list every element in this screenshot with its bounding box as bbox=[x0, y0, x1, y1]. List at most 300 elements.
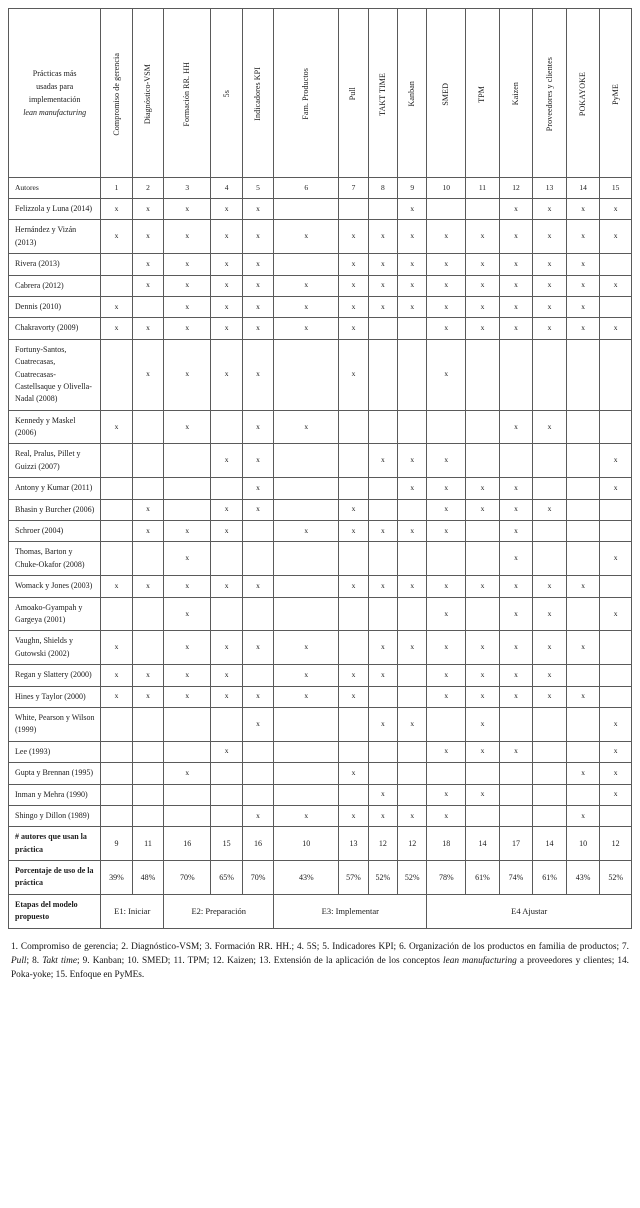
practice-empty-cell bbox=[132, 410, 163, 444]
practice-mark-cell: x bbox=[427, 444, 466, 478]
practice-mark-cell: x bbox=[274, 521, 339, 542]
practice-mark-cell: x bbox=[499, 199, 533, 220]
column-header-label: SMED bbox=[441, 82, 451, 106]
practice-mark-cell: x bbox=[164, 199, 211, 220]
practice-mark-cell: x bbox=[499, 542, 533, 576]
practice-mark-cell: x bbox=[339, 318, 368, 339]
author-count-label: # autores que usan la práctica bbox=[9, 827, 101, 861]
column-header-label: Formación RR. HH bbox=[182, 61, 192, 127]
practice-mark-cell: x bbox=[499, 686, 533, 707]
practice-empty-cell bbox=[368, 199, 397, 220]
usage-percent-value: 74% bbox=[499, 861, 533, 895]
footnote-italic-pull: Pull bbox=[11, 955, 27, 966]
author-cell: Inman y Mehra (1990) bbox=[9, 784, 101, 805]
practice-empty-cell bbox=[164, 499, 211, 520]
practice-empty-cell bbox=[132, 784, 163, 805]
column-header-6 bbox=[274, 9, 339, 178]
stage-cell: E1: Iniciar bbox=[101, 894, 164, 928]
column-header-11 bbox=[466, 9, 500, 178]
practice-empty-cell bbox=[211, 763, 242, 784]
corner-header-cell bbox=[9, 9, 101, 178]
practice-empty-cell bbox=[499, 339, 533, 410]
usage-percent-value: 57% bbox=[339, 861, 368, 895]
column-number-2: 2 bbox=[132, 178, 163, 199]
practice-mark-cell: x bbox=[242, 478, 273, 499]
practice-empty-cell bbox=[566, 339, 600, 410]
practice-mark-cell: x bbox=[533, 576, 567, 597]
practice-mark-cell: x bbox=[101, 318, 132, 339]
practice-empty-cell bbox=[398, 763, 427, 784]
practice-mark-cell: x bbox=[398, 444, 427, 478]
stages-label: Etapas del modelo propuesto bbox=[9, 894, 101, 928]
practice-empty-cell bbox=[398, 597, 427, 631]
practice-mark-cell: x bbox=[398, 254, 427, 275]
practice-empty-cell bbox=[427, 763, 466, 784]
practice-mark-cell: x bbox=[398, 275, 427, 296]
practice-empty-cell bbox=[368, 318, 397, 339]
practice-mark-cell: x bbox=[466, 254, 500, 275]
table-row bbox=[9, 339, 632, 410]
practice-mark-cell: x bbox=[242, 254, 273, 275]
practice-mark-cell: x bbox=[427, 499, 466, 520]
practice-mark-cell: x bbox=[466, 499, 500, 520]
practice-mark-cell: x bbox=[533, 275, 567, 296]
practice-empty-cell bbox=[368, 410, 397, 444]
column-header-7 bbox=[339, 9, 368, 178]
practice-mark-cell: x bbox=[533, 410, 567, 444]
authors-header-label: Autores bbox=[9, 178, 101, 199]
practice-mark-cell: x bbox=[533, 686, 567, 707]
lean-practices-matrix bbox=[8, 8, 632, 929]
footnote-italic-lean-manufacturing: lean manufacturing bbox=[442, 955, 517, 966]
practice-empty-cell bbox=[600, 521, 632, 542]
table-row bbox=[9, 296, 632, 317]
author-cell: Thomas, Barton y Chuke-Okafor (2008) bbox=[9, 542, 101, 576]
practice-empty-cell bbox=[211, 478, 242, 499]
author-cell: Bhasin y Burcher (2006) bbox=[9, 499, 101, 520]
column-header-13 bbox=[533, 9, 567, 178]
practice-mark-cell: x bbox=[368, 805, 397, 826]
practice-empty-cell bbox=[533, 805, 567, 826]
practice-empty-cell bbox=[132, 597, 163, 631]
practice-mark-cell: x bbox=[164, 542, 211, 576]
practice-empty-cell bbox=[600, 805, 632, 826]
practice-empty-cell bbox=[339, 478, 368, 499]
table-row bbox=[9, 410, 632, 444]
practice-empty-cell bbox=[398, 339, 427, 410]
table-row bbox=[9, 521, 632, 542]
practice-empty-cell bbox=[533, 542, 567, 576]
practice-mark-cell: x bbox=[101, 576, 132, 597]
usage-percent-label: Porcentaje de uso de la práctica bbox=[9, 861, 101, 895]
column-number-4: 4 bbox=[211, 178, 242, 199]
practice-mark-cell: x bbox=[566, 318, 600, 339]
practice-empty-cell bbox=[566, 741, 600, 762]
column-header-15 bbox=[600, 9, 632, 178]
practice-empty-cell bbox=[566, 665, 600, 686]
practice-mark-cell: x bbox=[211, 686, 242, 707]
practice-mark-cell: x bbox=[600, 220, 632, 254]
practice-mark-cell: x bbox=[499, 521, 533, 542]
practice-mark-cell: x bbox=[398, 521, 427, 542]
column-header-label: Compromiso de gerencia bbox=[111, 52, 121, 136]
practice-mark-cell: x bbox=[132, 686, 163, 707]
author-cell: Vaughn, Shields y Gutowski (2002) bbox=[9, 631, 101, 665]
practice-mark-cell: x bbox=[164, 763, 211, 784]
practice-empty-cell bbox=[368, 339, 397, 410]
practice-mark-cell: x bbox=[499, 597, 533, 631]
practice-mark-cell: x bbox=[499, 275, 533, 296]
practice-mark-cell: x bbox=[566, 199, 600, 220]
practice-mark-cell: x bbox=[368, 254, 397, 275]
practice-empty-cell bbox=[600, 686, 632, 707]
table-row bbox=[9, 805, 632, 826]
practice-mark-cell: x bbox=[274, 686, 339, 707]
author-count-value: 18 bbox=[427, 827, 466, 861]
practice-mark-cell: x bbox=[164, 665, 211, 686]
practice-empty-cell bbox=[101, 254, 132, 275]
practice-empty-cell bbox=[101, 478, 132, 499]
practice-empty-cell bbox=[339, 707, 368, 741]
practice-empty-cell bbox=[533, 444, 567, 478]
practice-empty-cell bbox=[566, 597, 600, 631]
practice-mark-cell: x bbox=[368, 665, 397, 686]
practice-mark-cell: x bbox=[427, 339, 466, 410]
practice-mark-cell: x bbox=[101, 631, 132, 665]
practice-mark-cell: x bbox=[600, 763, 632, 784]
practice-mark-cell: x bbox=[427, 296, 466, 317]
practice-empty-cell bbox=[533, 763, 567, 784]
author-cell: Antony y Kumar (2011) bbox=[9, 478, 101, 499]
footnote-italic-takt-time: Takt time bbox=[42, 955, 77, 966]
practice-mark-cell: x bbox=[242, 275, 273, 296]
practice-mark-cell: x bbox=[164, 220, 211, 254]
table-row bbox=[9, 741, 632, 762]
practice-mark-cell: x bbox=[600, 275, 632, 296]
table-body bbox=[9, 199, 632, 827]
table-row bbox=[9, 318, 632, 339]
practice-mark-cell: x bbox=[211, 318, 242, 339]
column-header-label: POKAYOKE bbox=[578, 71, 588, 117]
practice-empty-cell bbox=[427, 199, 466, 220]
practice-empty-cell bbox=[101, 444, 132, 478]
practice-mark-cell: x bbox=[211, 444, 242, 478]
practice-mark-cell: x bbox=[132, 576, 163, 597]
practice-mark-cell: x bbox=[600, 444, 632, 478]
practice-mark-cell: x bbox=[466, 741, 500, 762]
practice-empty-cell bbox=[466, 444, 500, 478]
table-row bbox=[9, 499, 632, 520]
author-cell: Lee (1993) bbox=[9, 741, 101, 762]
practice-mark-cell: x bbox=[242, 805, 273, 826]
footnote-part-3: ; 9. Kanban; 10. SMED; 11. TPM; 12. Kaizen; 13. Extensión de la aplicación de los conceptos bbox=[76, 955, 443, 966]
stage-cell: E2: Preparación bbox=[164, 894, 274, 928]
practice-empty-cell bbox=[339, 597, 368, 631]
column-header-3 bbox=[164, 9, 211, 178]
practice-empty-cell bbox=[132, 444, 163, 478]
practice-empty-cell bbox=[398, 318, 427, 339]
practice-mark-cell: x bbox=[132, 499, 163, 520]
practice-mark-cell: x bbox=[427, 597, 466, 631]
practice-empty-cell bbox=[211, 784, 242, 805]
practice-mark-cell: x bbox=[499, 665, 533, 686]
practice-empty-cell bbox=[427, 410, 466, 444]
practice-mark-cell: x bbox=[427, 254, 466, 275]
practice-empty-cell bbox=[164, 478, 211, 499]
column-number-6: 6 bbox=[274, 178, 339, 199]
practice-empty-cell bbox=[566, 444, 600, 478]
practice-empty-cell bbox=[533, 784, 567, 805]
usage-percent-value: 61% bbox=[466, 861, 500, 895]
practice-mark-cell: x bbox=[499, 478, 533, 499]
column-header-10 bbox=[427, 9, 466, 178]
practice-empty-cell bbox=[101, 784, 132, 805]
column-header-9 bbox=[398, 9, 427, 178]
practice-empty-cell bbox=[242, 665, 273, 686]
practice-empty-cell bbox=[164, 707, 211, 741]
practice-mark-cell: x bbox=[427, 686, 466, 707]
usage-percent-value: 39% bbox=[101, 861, 132, 895]
practice-mark-cell: x bbox=[164, 339, 211, 410]
practice-mark-cell: x bbox=[242, 444, 273, 478]
practice-mark-cell: x bbox=[499, 318, 533, 339]
practice-mark-cell: x bbox=[398, 199, 427, 220]
practice-mark-cell: x bbox=[211, 296, 242, 317]
column-header-14 bbox=[566, 9, 600, 178]
author-count-value: 15 bbox=[211, 827, 242, 861]
table-row bbox=[9, 478, 632, 499]
practice-mark-cell: x bbox=[368, 296, 397, 317]
practice-mark-cell: x bbox=[368, 521, 397, 542]
practice-mark-cell: x bbox=[274, 296, 339, 317]
practice-mark-cell: x bbox=[566, 763, 600, 784]
table-row bbox=[9, 220, 632, 254]
practice-empty-cell bbox=[211, 707, 242, 741]
practice-mark-cell: x bbox=[101, 686, 132, 707]
practice-mark-cell: x bbox=[339, 576, 368, 597]
table-row bbox=[9, 686, 632, 707]
practice-empty-cell bbox=[274, 763, 339, 784]
practice-mark-cell: x bbox=[339, 665, 368, 686]
practice-mark-cell: x bbox=[211, 220, 242, 254]
practice-mark-cell: x bbox=[427, 478, 466, 499]
author-cell: Dennis (2010) bbox=[9, 296, 101, 317]
usage-percent-value: 65% bbox=[211, 861, 242, 895]
column-header-label: 5s bbox=[221, 90, 231, 98]
practice-mark-cell: x bbox=[274, 665, 339, 686]
practice-mark-cell: x bbox=[274, 410, 339, 444]
practice-empty-cell bbox=[339, 542, 368, 576]
practice-empty-cell bbox=[368, 499, 397, 520]
author-cell: Rivera (2013) bbox=[9, 254, 101, 275]
practice-mark-cell: x bbox=[398, 631, 427, 665]
practice-mark-cell: x bbox=[339, 254, 368, 275]
practice-empty-cell bbox=[566, 410, 600, 444]
practice-empty-cell bbox=[101, 275, 132, 296]
practice-empty-cell bbox=[164, 444, 211, 478]
practice-empty-cell bbox=[101, 805, 132, 826]
table-row bbox=[9, 254, 632, 275]
column-header-1 bbox=[101, 9, 132, 178]
practice-mark-cell: x bbox=[339, 296, 368, 317]
author-cell: Kennedy y Maskel (2006) bbox=[9, 410, 101, 444]
author-count-value: 12 bbox=[398, 827, 427, 861]
practice-mark-cell: x bbox=[368, 784, 397, 805]
practice-mark-cell: x bbox=[101, 410, 132, 444]
practice-empty-cell bbox=[101, 339, 132, 410]
column-number-14: 14 bbox=[566, 178, 600, 199]
practice-empty-cell bbox=[339, 631, 368, 665]
table-row bbox=[9, 597, 632, 631]
practice-empty-cell bbox=[242, 763, 273, 784]
usage-percent-value: 78% bbox=[427, 861, 466, 895]
practice-empty-cell bbox=[339, 410, 368, 444]
practice-mark-cell: x bbox=[242, 707, 273, 741]
practice-empty-cell bbox=[368, 763, 397, 784]
practice-empty-cell bbox=[533, 741, 567, 762]
column-header-5 bbox=[242, 9, 273, 178]
practice-mark-cell: x bbox=[242, 576, 273, 597]
practice-empty-cell bbox=[368, 686, 397, 707]
practice-mark-cell: x bbox=[242, 686, 273, 707]
practice-empty-cell bbox=[600, 410, 632, 444]
practice-mark-cell: x bbox=[132, 254, 163, 275]
table-row bbox=[9, 444, 632, 478]
author-cell: White, Pearson y Wilson (1999) bbox=[9, 707, 101, 741]
column-number-1: 1 bbox=[101, 178, 132, 199]
practice-mark-cell: x bbox=[164, 254, 211, 275]
table-footer bbox=[9, 827, 632, 928]
practice-empty-cell bbox=[466, 597, 500, 631]
usage-percent-value: 61% bbox=[533, 861, 567, 895]
practice-mark-cell: x bbox=[274, 631, 339, 665]
column-header-row bbox=[9, 9, 632, 178]
author-count-value: 14 bbox=[466, 827, 500, 861]
practice-empty-cell bbox=[566, 478, 600, 499]
practice-mark-cell: x bbox=[211, 275, 242, 296]
column-header-label: TAKT TIME bbox=[377, 72, 387, 116]
practice-empty-cell bbox=[566, 521, 600, 542]
practice-mark-cell: x bbox=[132, 199, 163, 220]
practice-empty-cell bbox=[499, 805, 533, 826]
author-cell: Fortuny-Santos, Cuatrecasas, Cuatrecasas-Castellsaque y Olivella-Nadal (2008) bbox=[9, 339, 101, 410]
practice-mark-cell: x bbox=[600, 597, 632, 631]
practice-mark-cell: x bbox=[211, 499, 242, 520]
practice-mark-cell: x bbox=[466, 665, 500, 686]
practice-empty-cell bbox=[427, 707, 466, 741]
practice-empty-cell bbox=[132, 542, 163, 576]
practice-mark-cell: x bbox=[499, 576, 533, 597]
practice-mark-cell: x bbox=[211, 576, 242, 597]
practice-empty-cell bbox=[368, 741, 397, 762]
practice-empty-cell bbox=[499, 784, 533, 805]
column-number-row bbox=[9, 178, 632, 199]
practice-mark-cell: x bbox=[427, 521, 466, 542]
practice-empty-cell bbox=[164, 805, 211, 826]
practice-empty-cell bbox=[600, 665, 632, 686]
practice-empty-cell bbox=[466, 521, 500, 542]
practice-mark-cell: x bbox=[427, 665, 466, 686]
practice-mark-cell: x bbox=[398, 576, 427, 597]
column-number-10: 10 bbox=[427, 178, 466, 199]
column-header-label: Pull bbox=[348, 87, 358, 101]
practice-mark-cell: x bbox=[211, 741, 242, 762]
usage-percent-value: 48% bbox=[132, 861, 163, 895]
practice-empty-cell bbox=[274, 741, 339, 762]
table-row bbox=[9, 784, 632, 805]
practice-mark-cell: x bbox=[466, 296, 500, 317]
author-count-value: 10 bbox=[274, 827, 339, 861]
column-header-label: Proveedores y clientes bbox=[544, 56, 554, 132]
practice-mark-cell: x bbox=[533, 499, 567, 520]
practice-empty-cell bbox=[274, 784, 339, 805]
table-row bbox=[9, 275, 632, 296]
practice-empty-cell bbox=[274, 499, 339, 520]
practice-empty-cell bbox=[211, 410, 242, 444]
practice-mark-cell: x bbox=[242, 499, 273, 520]
practice-empty-cell bbox=[274, 707, 339, 741]
author-count-value: 13 bbox=[339, 827, 368, 861]
column-header-2 bbox=[132, 9, 163, 178]
practice-mark-cell: x bbox=[211, 254, 242, 275]
author-cell: Chakravorty (2009) bbox=[9, 318, 101, 339]
practice-mark-cell: x bbox=[164, 410, 211, 444]
author-cell: Schroer (2004) bbox=[9, 521, 101, 542]
practice-mark-cell: x bbox=[600, 707, 632, 741]
practice-mark-cell: x bbox=[566, 220, 600, 254]
practice-mark-cell: x bbox=[339, 763, 368, 784]
practice-empty-cell bbox=[466, 410, 500, 444]
usage-percent-value: 70% bbox=[164, 861, 211, 895]
practice-mark-cell: x bbox=[533, 254, 567, 275]
practice-mark-cell: x bbox=[164, 597, 211, 631]
practice-mark-cell: x bbox=[533, 199, 567, 220]
practice-mark-cell: x bbox=[101, 199, 132, 220]
practice-mark-cell: x bbox=[427, 784, 466, 805]
practice-empty-cell bbox=[164, 741, 211, 762]
practice-mark-cell: x bbox=[398, 478, 427, 499]
practice-mark-cell: x bbox=[600, 478, 632, 499]
practice-mark-cell: x bbox=[242, 296, 273, 317]
practice-empty-cell bbox=[566, 784, 600, 805]
practice-empty-cell bbox=[274, 597, 339, 631]
corner-line-1: Prácticas más bbox=[32, 68, 77, 78]
practice-empty-cell bbox=[101, 499, 132, 520]
table-row bbox=[9, 542, 632, 576]
practice-mark-cell: x bbox=[566, 631, 600, 665]
practice-mark-cell: x bbox=[242, 318, 273, 339]
practice-mark-cell: x bbox=[499, 296, 533, 317]
practice-empty-cell bbox=[368, 542, 397, 576]
column-header-label: TPM bbox=[477, 85, 487, 103]
practice-empty-cell bbox=[132, 805, 163, 826]
practice-empty-cell bbox=[274, 339, 339, 410]
practice-empty-cell bbox=[274, 254, 339, 275]
practice-empty-cell bbox=[274, 478, 339, 499]
practice-empty-cell bbox=[101, 763, 132, 784]
practice-mark-cell: x bbox=[339, 275, 368, 296]
practice-mark-cell: x bbox=[164, 296, 211, 317]
practice-mark-cell: x bbox=[566, 686, 600, 707]
author-cell: Gupta y Brennan (1995) bbox=[9, 763, 101, 784]
author-cell: Shingo y Dillon (1989) bbox=[9, 805, 101, 826]
practice-empty-cell bbox=[242, 741, 273, 762]
practice-mark-cell: x bbox=[164, 686, 211, 707]
column-number-3: 3 bbox=[164, 178, 211, 199]
author-cell: Cabrera (2012) bbox=[9, 275, 101, 296]
practice-mark-cell: x bbox=[566, 275, 600, 296]
practice-mark-cell: x bbox=[368, 707, 397, 741]
